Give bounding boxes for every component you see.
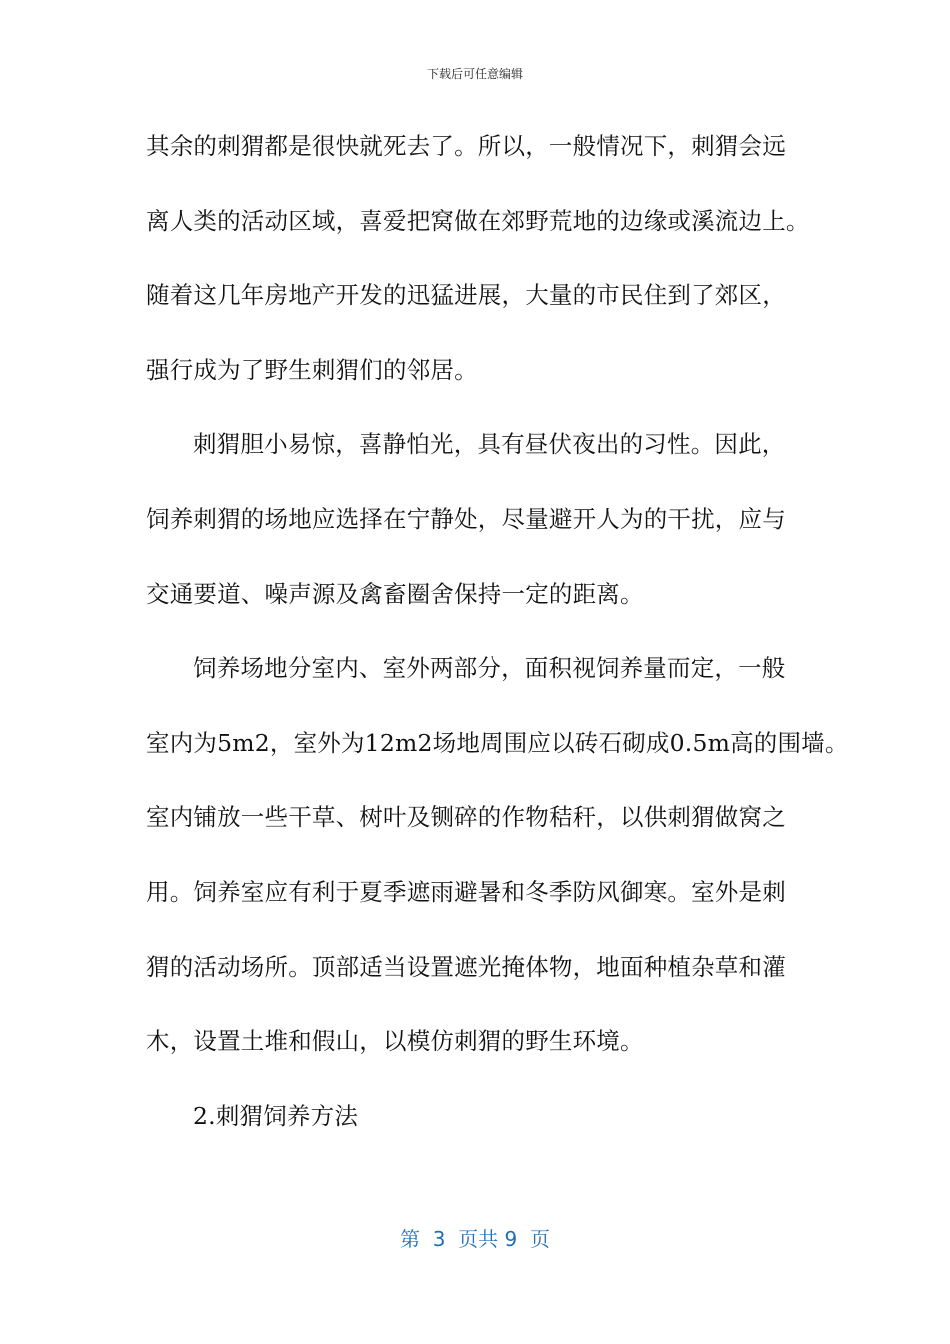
text-line: 随着这几年房地产开发的迅猛进展，大量的市民住到了郊区， [146,281,786,310]
text-line: 强行成为了野生刺猬们的邻居。 [146,355,478,384]
text-line: 其余的刺猬都是很快就死去了。所以，一般情况下，刺猬会远 [146,132,786,160]
section-heading: 2.刺猬饲养方法 [193,1101,359,1130]
text-line: 猬的活动场所。顶部适当设置遮光掩体物，地面种植杂草和灌 [146,952,786,981]
text-line: 离人类的活动区域，喜爱把窝做在郊野荒地的边缘或溪流边上。 [146,206,810,235]
text-line: 木，设置土堆和假山，以模仿刺猬的野生环境。 [146,1027,644,1056]
document-body [146,124,849,1168]
text-line: 饲养刺猬的场地应选择在宁静处，尽量避开人为的干扰，应与 [146,504,786,533]
text-line: 室内为5m2，室外为12m2场地周围应以砖石砌成0.5m高的围墙。 [146,728,849,757]
page-header: 下载后可任意编辑 [426,67,523,81]
paragraph-first-line: 刺猬胆小易惊，喜静怕光，具有昼伏夜出的习性。因此， [193,430,786,459]
paragraph-first-line: 饲养场地分室内、室外两部分，面积视饲养量而定，一般 [193,654,786,683]
text-line: 用。饲养室应有利于夏季遮雨避暑和冬季防风御寒。室外是刺 [146,877,786,906]
text-line: 室内铺放一些干草、树叶及铡碎的作物秸秆，以供刺猬做窝之 [146,803,786,832]
page-number-footer: 第 3 页共 9 页 [400,1227,550,1251]
text-line: 交通要道、噪声源及禽畜圈舍保持一定的距离。 [146,579,644,608]
